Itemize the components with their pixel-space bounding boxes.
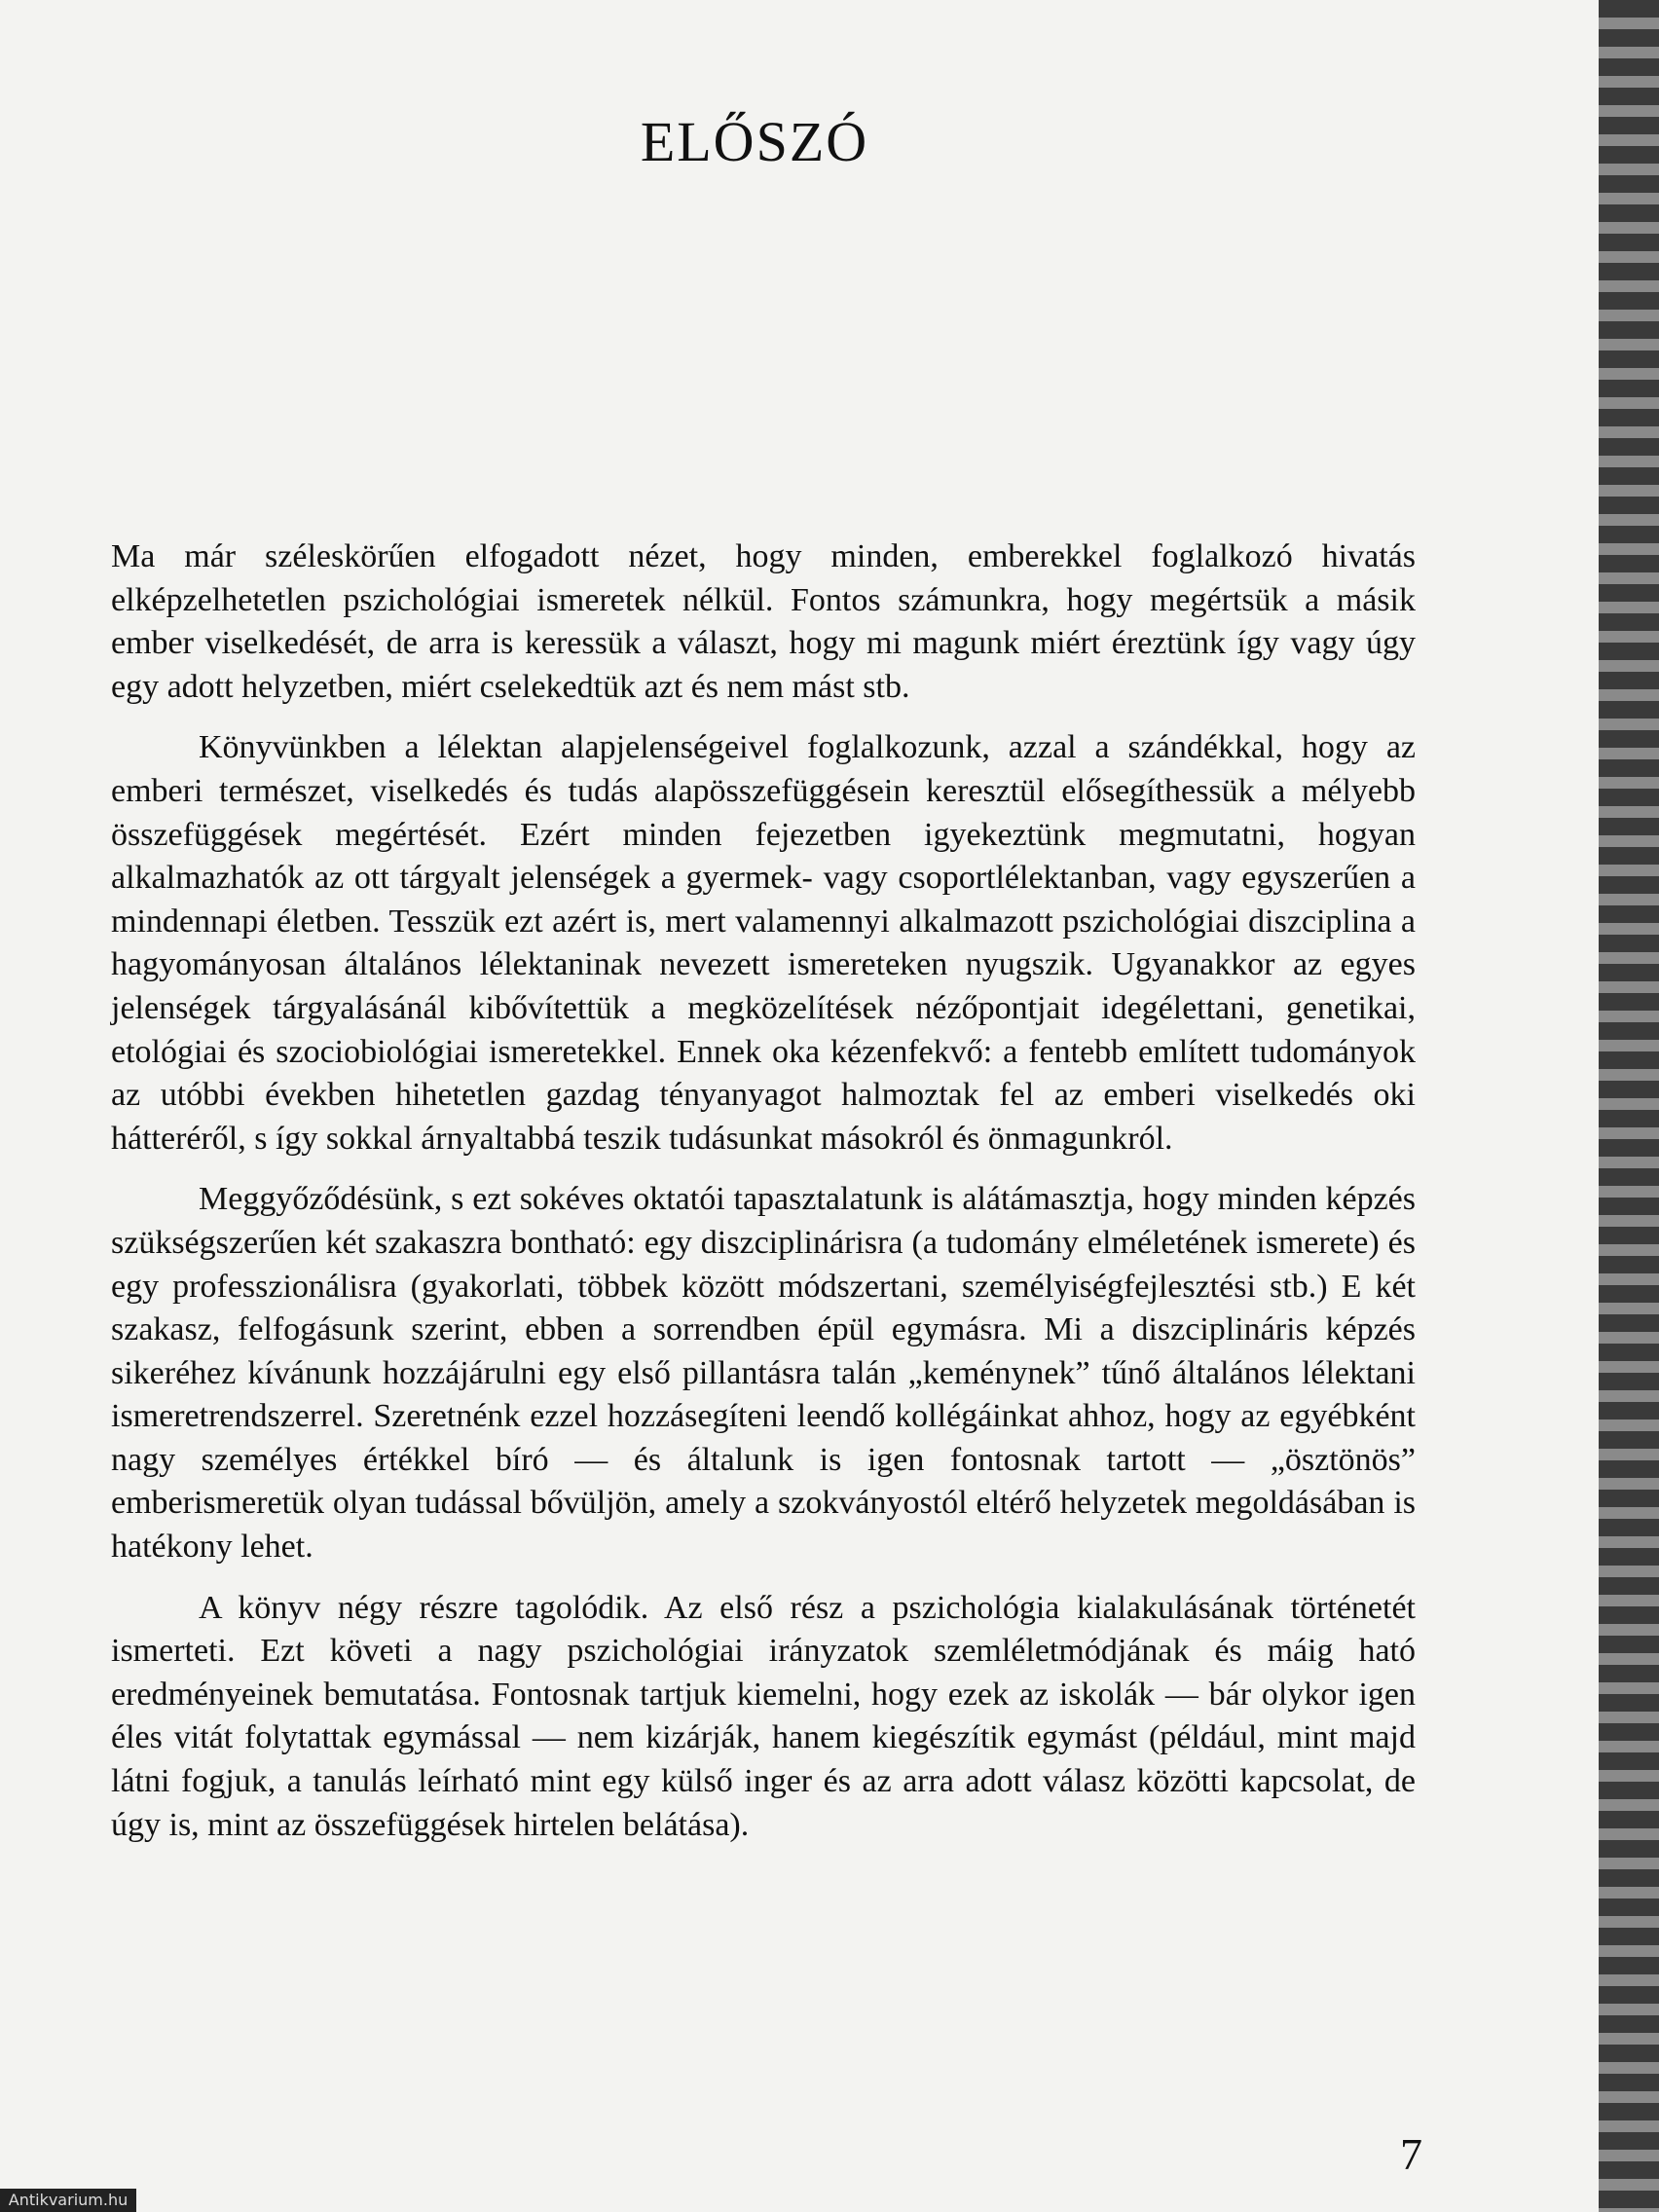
watermark: Antikvarium.hu [0,2189,136,2212]
binder-edge [1599,0,1659,2212]
page-title: ELŐSZÓ [640,110,869,173]
paragraph-4: A könyv négy részre tagolódik. Az első rész a pszichológia kialakulásának történetét ismerteti. Ezt követi a nagy pszichológiai irányzatok szemléletmódjának és máig ható eredményeinek bemutatása. Fontosnak tartjuk kiemelni, hogy ezek az iskolák — bár olykor igen éles vitát folytattak egymással — nem kizárják, hanem kiegészítik egymást (például, mint majd látni fogjuk, a tanulás leírható mint egy külső inger és az arra adott válasz közötti kapcsolat, de úgy is, mint az összefüggések hirtelen belátása). [111,1589,1416,1843]
page-number: 7 [1400,2129,1422,2179]
body-text [111,535,1416,1864]
paragraph-2: Könyvünkben a lélektan alapjelenségeivel foglalkozunk, azzal a szándékkal, hogy az emberi természet, viselkedés és tudás alapösszefüggésein keresztül elősegíthessük a mélyebb összefüggések megértését. Ezért minden fejezetben igyekeztünk megmutatni, hogyan alkalmazhatók az ott tárgyalt jelenségek a gyermek- vagy csoportlélektanban, vagy egyszerűen a mindennapi életben. Tesszük ezt azért is, mert valamennyi alkalmazott pszichológiai diszciplina a hagyományosan általános lélektaninak nevezett ismereteken nyugszik. Ugyanakkor az egyes jelenségek tárgyalásánál kibővítettük a megközelítések nézőpontjait idegélettani, genetikai, etológiai és szociobiológiai ismeretekkel. Ennek oka kézenfekvő: a fentebb említett tudományok az utóbbi években hihetetlen gazdag tényanyagot halmoztak fel az emberi viselkedés oki hátteréről, s így sokkal árnyaltabbá teszik tudásunkat másokról és önmagunkról. [111,729,1416,1157]
paragraph-1: Ma már széleskörűen elfogadott nézet, hogy minden, emberekkel foglalkozó hivatás elképzelhetetlen pszichológiai ismeretek nélkül. Fontos számunkra, hogy megértsük a másik ember viselkedését, de arra is keressük a választ, hogy mi magunk miért éreztünk így vagy úgy egy adott helyzetben, miért cselekedtük azt és nem mást stb. [111,538,1416,705]
paragraph-3: Meggyőződésünk, s ezt sokéves oktatói tapasztalatunk is alátámasztja, hogy minden képzés szükségszerűen két szakaszra bontható: egy diszciplinárisra (a tudomány elméletének ismerete) és egy professzionálisra (gyakorlati, többek között módszertani, személyiségfejlesztési stb.) E két szakasz, felfogásunk szerint, ebben a sorrendben épül egymásra. Mi a diszciplináris képzés sikeréhez kívánunk hozzájárulni egy első pillantásra talán „keménynek” tűnő általános lélektani ismeretrendszerrel. Szeretnénk ezzel hozzásegíteni leendő kollégáinkat ahhoz, hogy az egyébként nagy személyes értékkel bíró — és általunk is igen fontosnak tartott — „ösztönös” emberismeretük olyan tudással bővüljön, amely a szokványostól eltérő helyzetek megoldásában is hatékony lehet. [111,1181,1416,1566]
